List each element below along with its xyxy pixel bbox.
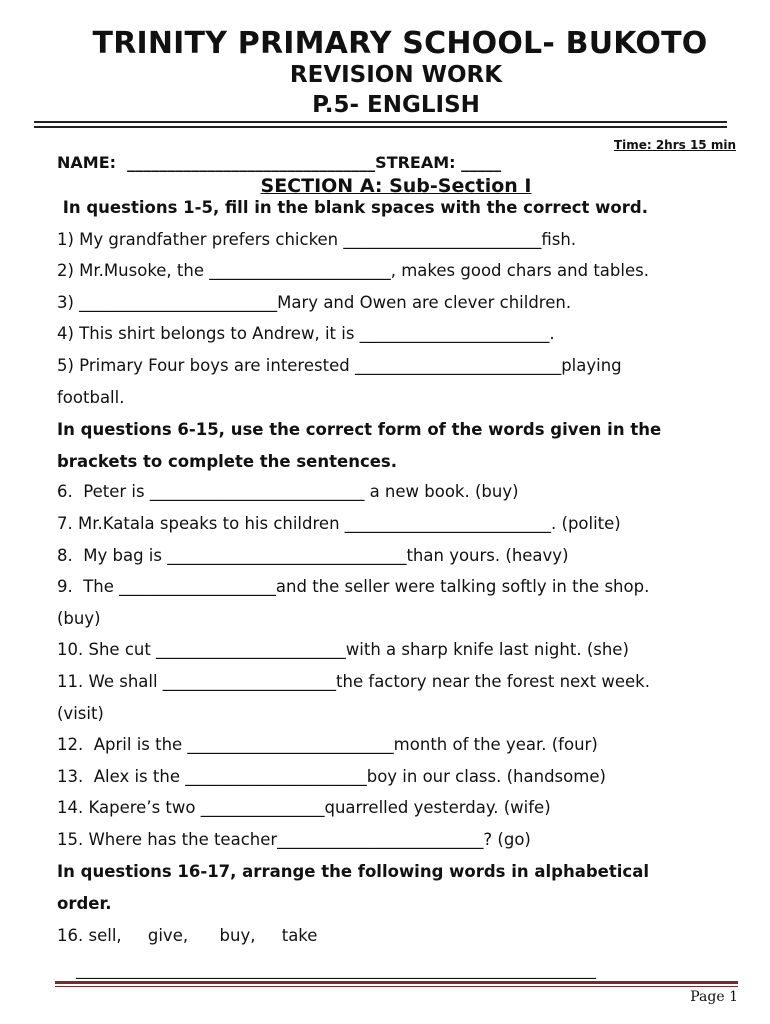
question-line: (buy) — [57, 609, 101, 628]
question-line: 11. We shall _____________________the factory near the forest next week. — [57, 672, 650, 691]
question-line: 7. Mr.Katala speaks to his children _________________________. (polite) — [57, 514, 621, 533]
question-line: 5) Primary Four boys are interested _________________________playing — [57, 356, 622, 375]
question-line: 14. Kapere’s two _______________quarrelled yesterday. (wife) — [57, 798, 551, 817]
question-line: 4) This shirt belongs to Andrew, it is _______________________. — [57, 324, 555, 343]
school-name: TRINITY PRIMARY SCHOOL- BUKOTO — [92, 26, 708, 61]
question-line: football. — [57, 388, 125, 407]
instruction-line: brackets to complete the sentences. — [57, 452, 398, 471]
instruction-line: In questions 6-15, use the correct form of the words given in the — [57, 420, 662, 439]
question-line: 12. April is the _________________________month of the year. (four) — [57, 735, 598, 754]
section-title: SECTION A: Sub-Section I — [260, 175, 532, 197]
worksheet-subject: P.5- ENGLISH — [312, 92, 480, 118]
question-line: 8. My bag is _____________________________than yours. (heavy) — [57, 546, 569, 565]
question-line: 15. Where has the teacher_________________________? (go) — [57, 830, 531, 849]
time-allowed: Time: 2hrs 15 min — [613, 138, 736, 152]
question-line: 3) ________________________Mary and Owen are clever children. — [57, 293, 572, 312]
question-line: (visit) — [57, 704, 104, 723]
page-number: Page 1 — [690, 989, 738, 1005]
question-line: 9. The ___________________and the seller were talking softly in the shop. — [57, 577, 650, 596]
header-rule-top — [34, 121, 727, 123]
footer-rule-thin — [55, 986, 738, 987]
question-line: 13. Alex is the ______________________boy in our class. (handsome) — [57, 767, 606, 786]
worksheet-subtitle: REVISION WORK — [289, 62, 503, 88]
header-rule-bottom — [34, 126, 727, 128]
question-line: 1) My grandfather prefers chicken ________________________fish. — [57, 230, 577, 249]
name-stream-line: NAME: _______________________________STREAM: _____ — [57, 153, 502, 172]
instruction-line: order. — [57, 894, 112, 913]
instruction-line: In questions 1-5, fill in the blank spaces with the correct word. — [57, 198, 648, 217]
footer-rule-thick — [55, 981, 738, 984]
answer-line: _________________________________________________________________ — [76, 960, 596, 979]
question-line: 16. sell, give, buy, take — [57, 926, 318, 945]
question-line: 2) Mr.Musoke, the ______________________, makes good chars and tables. — [57, 261, 649, 280]
instruction-line: In questions 16-17, arrange the following words in alphabetical — [57, 862, 649, 881]
question-line: 10. She cut _______________________with a sharp knife last night. (she) — [57, 640, 629, 659]
question-line: 6. Peter is __________________________ a new book. (buy) — [57, 482, 519, 501]
